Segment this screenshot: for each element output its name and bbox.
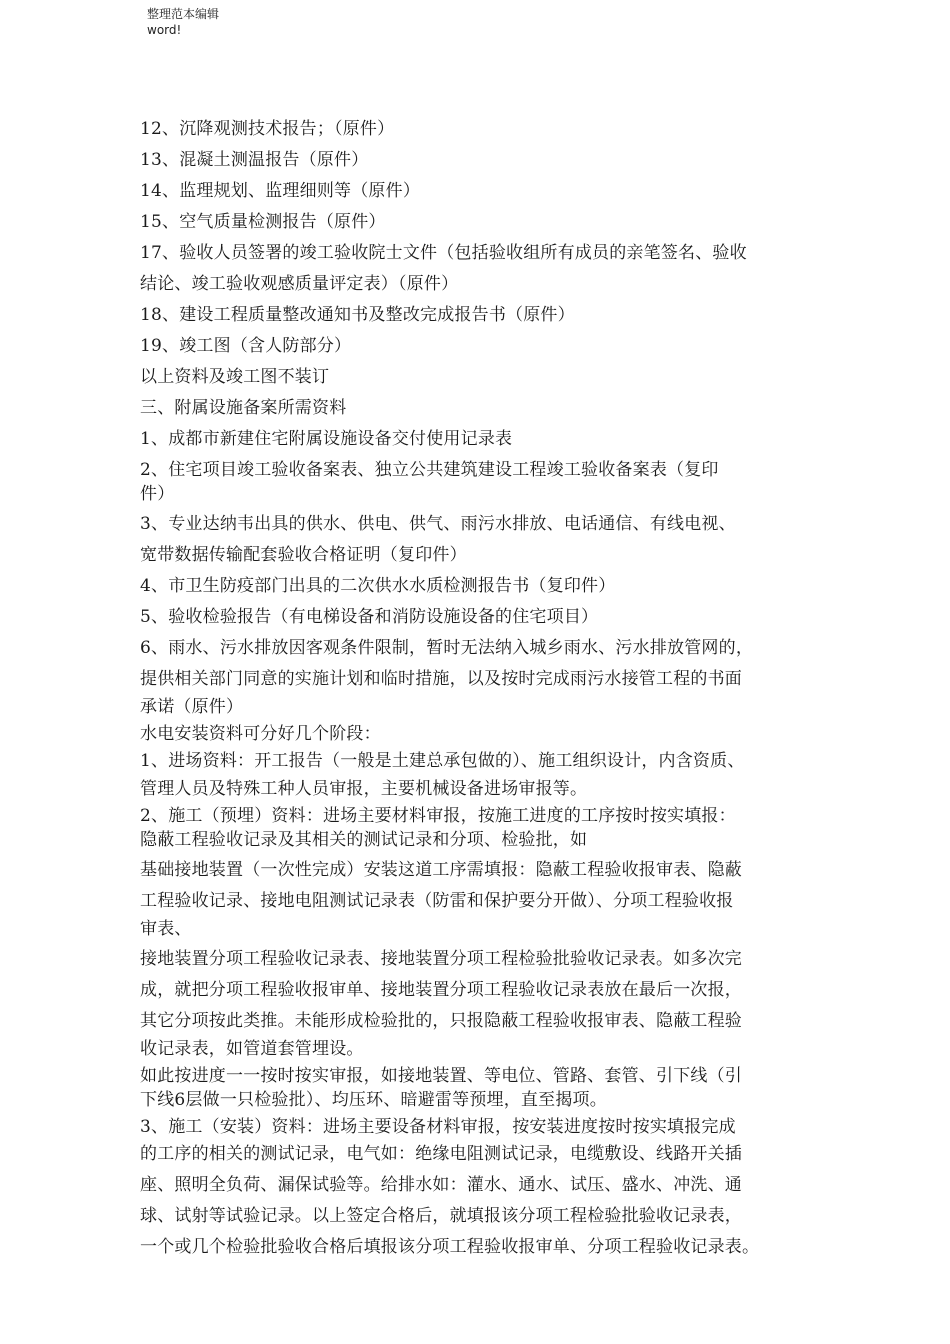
text-line: 1、进场资料：开工报告（一般是土建总承包做的）、施工组织设计，内含资质、: [140, 751, 745, 771]
text-line: 4、市卫生防疫部门出具的二次供水水质检测报告书（复印件）: [140, 576, 616, 596]
text-line: 其它分项按此类推。未能形成检验批的，只报隐蔽工程验收报审表、隐蔽工程验: [140, 1011, 742, 1031]
text-line: 宽带数据传输配套验收合格证明（复印件）: [140, 545, 467, 565]
text-line: 件）: [140, 484, 175, 504]
document-body: [140, 114, 840, 1263]
text-line: 2、施工（预埋）资料：进场主要材料审报，按施工进度的工序按时按实填报：: [140, 806, 736, 826]
text-line: 以上资料及竣工图不装订: [140, 367, 330, 387]
text-line: 基础接地装置（一次性完成）安装这道工序需填报：隐蔽工程验收报审表、隐蔽: [140, 860, 742, 880]
text-line: 收记录表，如管道套管埋设。: [140, 1039, 364, 1059]
text-line: 17、验收人员签署的竣工验收院士文件（包括验收组所有成员的亲笔签名、验收: [140, 243, 747, 263]
text-line: 提供相关部门同意的实施计划和临时措施，以及按时完成雨污水接管工程的书面: [140, 669, 742, 689]
text-line: 水电安装资料可分好几个阶段：: [140, 724, 381, 744]
text-line: 14、监理规划、监理细则等（原件）: [140, 181, 421, 201]
text-line: 15、空气质量检测报告（原件）: [140, 212, 386, 232]
section-heading: 三、附属设施备案所需资料: [140, 398, 347, 418]
text-line: 隐蔽工程验收记录及其相关的测试记录和分项、检验批，如: [140, 830, 588, 850]
text-line: 成，就把分项工程验收报审单、接地装置分项工程验收记录表放在最后一次报，: [140, 980, 742, 1000]
text-line: 下线6层做一只检验批）、均压环、暗避雷等预埋，直至揭项。: [140, 1090, 607, 1110]
text-line: 2、住宅项目竣工验收备案表、独立公共建筑建设工程竣工验收备案表（复印: [140, 460, 719, 480]
text-line: 19、竣工图（含人防部分）: [140, 336, 352, 356]
text-line: 1、成都市新建住宅附属设施设备交付使用记录表: [140, 429, 513, 449]
text-line: 接地装置分项工程验收记录表、接地装置分项工程检验批验收记录表。如多次完: [140, 949, 742, 969]
text-line: 承诺（原件）: [140, 697, 244, 717]
text-line: 12、沉降观测技术报告；（原件）: [140, 119, 395, 139]
text-line: 3、施工（安装）资料：进场主要设备材料审报，按安装进度按时按实填报完成: [140, 1117, 736, 1137]
text-line: 6、雨水、污水排放因客观条件限制，暂时无法纳入城乡雨水、污水排放管网的，: [140, 638, 754, 658]
text-line: 球、试射等试验记录。以上签定合格后，就填报该分项工程检验批验收记录表，: [140, 1206, 742, 1226]
text-line: 结论、竣工验收观感质量评定表）（原件）: [140, 274, 459, 294]
text-line: 5、验收检验报告（有电梯设备和消防设施设备的住宅项目）: [140, 607, 599, 627]
header-subtitle: word!: [147, 23, 182, 37]
header-title: 整理范本编辑: [147, 7, 220, 21]
text-line: 工程验收记录、接地电阻测试记录表（防雷和保护要分开做）、分项工程验收报: [140, 891, 734, 911]
text-line: 审表、: [140, 919, 192, 939]
text-line: 13、混凝土测温报告（原件）: [140, 150, 369, 170]
text-line: 3、专业达纳韦出具的供水、供电、供气、雨污水排放、电话通信、有线电视、: [140, 514, 736, 534]
text-line: 一个或几个检验批验收合格后填报该分项工程验收报审单、分项工程验收记录表。: [140, 1237, 760, 1257]
text-line: 的工序的相关的测试记录，电气如：绝缘电阻测试记录，电缆敷设、线路开关插: [140, 1144, 742, 1164]
text-line: 座、照明全负荷、漏保试验等。给排水如：灌水、通水、试压、盛水、冲洗、通: [140, 1175, 742, 1195]
text-line: 管理人员及特殊工种人员审报，主要机械设备进场审报等。: [140, 779, 588, 799]
text-line: 如此按进度一一按时按实审报，如接地装置、等电位、管路、套管、引下线（引: [140, 1066, 742, 1086]
text-line: 18、建设工程质量整改通知书及整改完成报告书（原件）: [140, 305, 575, 325]
page-header: [147, 6, 219, 38]
